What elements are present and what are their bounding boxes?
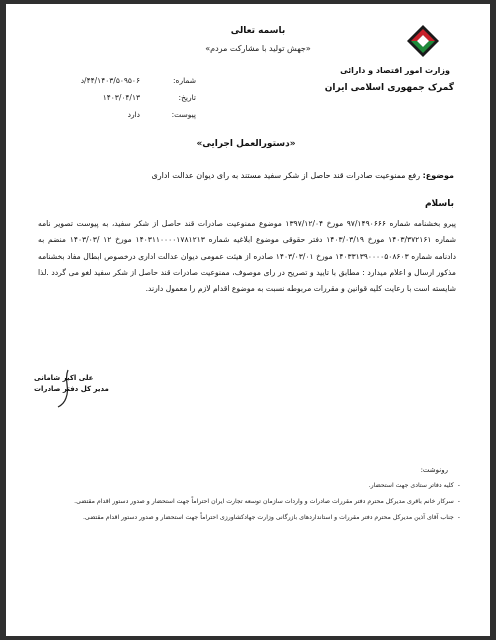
subject-line xyxy=(34,171,454,180)
cc-label: رونوشت: xyxy=(420,466,448,474)
cc-item: -جناب آقای آذین مدیرکل محترم دفتر مقررات و استانداردهای بازرگانی وزارت جهادکشاورزی احتراماً جهت استحضار و صدور دستور اقدام مقتضی. xyxy=(82,514,460,521)
slogan-text: «جهش تولید با مشارکت مردم» xyxy=(205,44,311,53)
subject-label: موضوع: xyxy=(422,171,454,180)
date-label: تاریخ: xyxy=(178,93,196,102)
document-page xyxy=(6,4,490,636)
greeting-text: باسلام xyxy=(424,199,454,209)
meta-attachment-row xyxy=(76,110,196,122)
signatory-name: علی اکبر شامانی xyxy=(34,374,94,382)
date-value: ۱۴۰۳/۰۴/۱۳ xyxy=(102,93,140,102)
customs-emblem-icon xyxy=(406,24,440,58)
number-label: شماره: xyxy=(173,76,196,85)
invocation-text: باسمه تعالی xyxy=(230,26,286,36)
meta-number-row xyxy=(76,76,196,88)
cc-item: -کلیه دفاتر ستادی جهت استحضار. xyxy=(368,482,460,489)
body-paragraph: پیرو بخشنامه شماره ۹۷/۱۴۹۰۶۶۶ مورخ ۱۳۹۷/۱۲/۰۴ موضوع ممنوعیت صادرات قند حاصل از شکر سفید، به پیوست تصویر نامه شماره ۱۴۰۳/۳۷۲۱۶۱ مورخ ۱۴۰۳/۰۳/۱۹ دفتر حقوقی موضوع ابلاغیه شماره ۱۴۰۳۱۱۰۰۰۰۱۷۸۱۲۱۳ مورخ ۱۲ /۱۴۰۳/۰۳ منضم به دادنامه شماره ۱۴۰۳۳۱۳۹۰۰۰۰۵۰۸۶۰۳ مورخ ۱۴۰۳/۰۳/۰۱ صادره از هیئت عمومی دیوان عدالت اداری درخصوص ابطال مفاد بخشنامه مذکور ارسال و اعلام میدارد : مطابق با تایید و تصریح در رای موصوف، ممنوعیت صادرات قند حاصل از شکر سفید لغو می گردد .لذا شایسته است با رعایت کلیه قوانین و مقررات مربوطه نسبت به موضوع اقدام لازم را معمول دارند. xyxy=(38,219,457,294)
number-value: ۴۴/۱۴۰۳/۵۰۹۵۰۶/د xyxy=(80,76,140,85)
subject-text: رفع ممنوعیت صادرات قند حاصل از شکر سفید مستند به رای دیوان عدالت اداری xyxy=(151,171,421,180)
cc-item: -سرکار خانم باقری مدیرکل محترم دفتر مقررات صادرات و واردات سازمان توسعه تجارت ایران احتراماً جهت استحضار و صدور دستور اقدام مقتضی. xyxy=(74,498,460,505)
document-title: «دستورالعمل اجرایی» xyxy=(196,139,296,149)
attachment-value: دارد xyxy=(127,110,140,119)
attachment-label: پیوست: xyxy=(171,110,196,119)
meta-date-row xyxy=(76,93,196,105)
signatory-title: مدیر کل دفتر صادرات xyxy=(34,385,109,393)
customs-name: گمرک جمهوری اسلامی ایران xyxy=(324,83,454,93)
ministry-name: وزارت امور اقتصاد و دارائی xyxy=(340,66,450,75)
